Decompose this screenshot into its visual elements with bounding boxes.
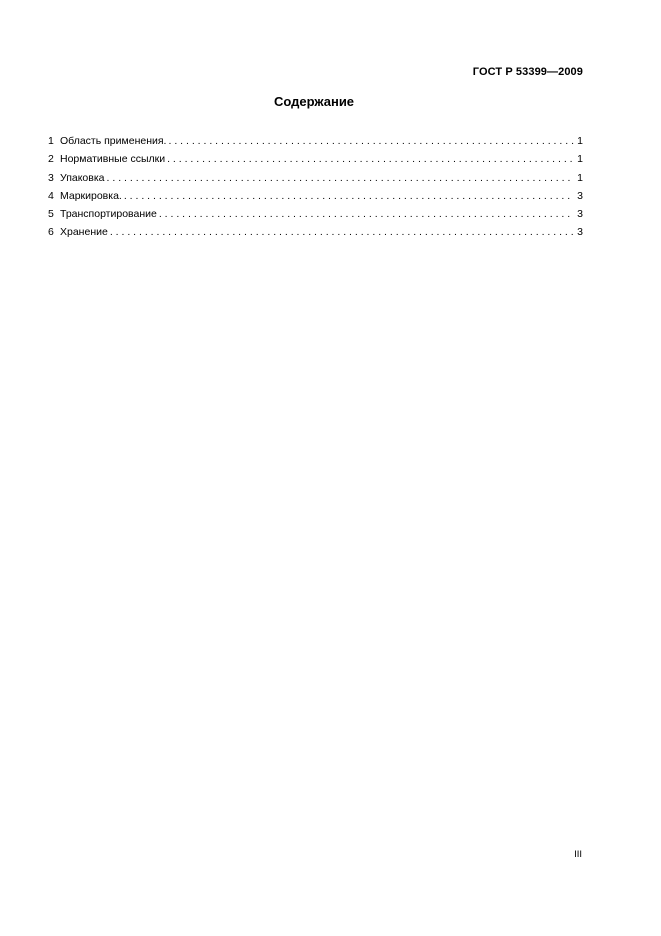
toc-entry-page: 3 <box>577 208 583 221</box>
toc-title: Содержание <box>273 94 355 109</box>
toc-entry-label: Область применения. <box>60 135 167 147</box>
toc-entry-label: Упаковка <box>60 171 105 184</box>
toc-entry-page: 3 <box>577 226 583 239</box>
toc-dot-leader <box>157 208 574 221</box>
toc-entry-page: 1 <box>577 171 583 184</box>
table-of-contents <box>48 135 583 245</box>
toc-entry-number: 1 <box>48 135 54 147</box>
document-code: ГОСТ Р 53399—2009 <box>472 66 583 78</box>
toc-dot-leader <box>108 226 574 239</box>
toc-dot-leader <box>166 135 574 148</box>
toc-entry-page: 1 <box>577 153 583 166</box>
toc-entry[interactable] <box>48 135 583 153</box>
toc-entry-page: 1 <box>577 135 583 147</box>
toc-entry[interactable] <box>48 226 583 244</box>
toc-entry[interactable] <box>48 208 583 226</box>
toc-entry-number: 3 <box>48 171 54 184</box>
toc-entry-label: Хранение <box>60 226 108 239</box>
toc-dot-leader <box>105 172 575 185</box>
toc-dot-leader <box>165 153 574 166</box>
toc-entry-label: Маркировка. <box>60 189 122 202</box>
toc-entry-number: 6 <box>48 226 54 239</box>
toc-entry-page: 3 <box>577 189 583 202</box>
toc-entry-number: 2 <box>48 153 54 166</box>
toc-entry[interactable] <box>48 190 583 208</box>
toc-entry[interactable] <box>48 153 583 171</box>
toc-entry-label: Транспортирование <box>60 208 157 221</box>
toc-entry-number: 4 <box>48 189 54 202</box>
toc-dot-leader <box>122 190 574 203</box>
toc-entry-label: Нормативные ссылки <box>60 153 166 166</box>
toc-entry[interactable] <box>48 172 583 190</box>
page-number: III <box>574 849 582 860</box>
toc-entry-number: 5 <box>48 208 54 221</box>
